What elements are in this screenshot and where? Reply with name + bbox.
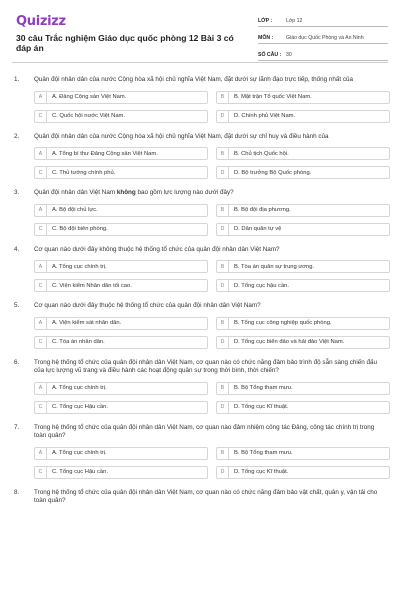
- question-text-part: Quân đội nhân dân Việt Nam: [34, 189, 117, 196]
- option-d[interactable]: [216, 466, 390, 479]
- option-letter: D: [217, 280, 229, 291]
- option-letter: B: [217, 92, 229, 103]
- meta-class-row: [258, 12, 388, 27]
- question-3: [12, 189, 388, 236]
- document-title: 30 câu Trắc nghiệm Giáo dục quốc phòng 12 Bài 3 có đáp án: [16, 33, 234, 53]
- question-text: Quân đội nhân dân của nước Cộng hòa xã hội chủ nghĩa Việt Nam, đặt dưới sự chỉ huy và điều hành của: [34, 132, 329, 140]
- option-letter: C: [35, 224, 47, 235]
- option-text: B. Bộ đội địa phương.: [234, 207, 291, 213]
- option-letter: C: [35, 111, 47, 122]
- quizizz-logo: Quizizz: [16, 14, 66, 29]
- option-text: A. Bộ đội chủ lực.: [52, 207, 98, 213]
- question-text-emphasis: không: [116, 189, 136, 196]
- option-text: B. Tòa án quân sự trung ương.: [234, 263, 315, 270]
- option-text: C. Tổng cục Hậu cần.: [52, 469, 108, 475]
- answer-options: [12, 382, 388, 414]
- question-text: Trong hệ thống tổ chức của quân đội nhân dân Việt Nam, cơ quan nào có chức năng đảm bảo vật chất, quân y, vận tải cho toàn quân?: [34, 488, 378, 504]
- header-divider: [12, 62, 388, 63]
- option-c[interactable]: [34, 336, 208, 349]
- option-b[interactable]: [216, 447, 390, 460]
- question-number: 7.: [14, 423, 20, 431]
- option-d[interactable]: [216, 223, 390, 236]
- question-text: Trong hệ thống tổ chức của quân đội nhân dân Việt Nam, cơ quan nào đảm nhiệm công tác Đảng, công tác chính trị trong toàn quân?: [34, 423, 375, 439]
- option-letter: B: [217, 383, 229, 394]
- meta-count-row: [258, 46, 388, 61]
- meta-label: MÔN :: [258, 35, 274, 41]
- option-b[interactable]: [216, 260, 390, 273]
- option-c[interactable]: [34, 279, 208, 292]
- question-number: 6.: [14, 358, 20, 366]
- meta-value: 30: [286, 52, 292, 58]
- option-letter: A: [35, 205, 47, 216]
- option-text: B. Chủ tịch Quốc hội.: [234, 150, 289, 157]
- option-text: A. Đảng Cộng sản Việt Nam.: [52, 94, 127, 100]
- option-letter: C: [35, 280, 47, 291]
- option-a[interactable]: [34, 447, 208, 460]
- meta-value: Lớp 12: [286, 18, 303, 24]
- option-text: A. Tổng cục chính trị.: [52, 385, 107, 391]
- option-letter: B: [217, 148, 229, 159]
- option-text: D. Tổng cục Kĩ thuật.: [234, 404, 289, 410]
- option-letter: D: [217, 337, 229, 348]
- option-a[interactable]: [34, 91, 208, 104]
- option-text: D. Tổng cục Kĩ thuật.: [234, 469, 289, 475]
- question-text: [34, 189, 388, 198]
- question-number: 2.: [14, 132, 20, 140]
- option-letter: C: [35, 467, 47, 478]
- option-letter: A: [35, 148, 47, 159]
- question-5: [12, 302, 388, 349]
- question-number: 4.: [14, 245, 20, 253]
- meta-label: LỚP :: [258, 18, 273, 24]
- option-text: B. Bộ Tổng tham mưu.: [234, 450, 293, 456]
- answer-options: [12, 91, 388, 123]
- answer-options: [12, 204, 388, 236]
- answer-options: [12, 317, 388, 349]
- option-text: C. Tổng cục Hậu cần.: [52, 404, 108, 410]
- question-8: [12, 489, 388, 506]
- option-letter: A: [35, 318, 47, 329]
- option-text: D. Tổng cục biển đảo và hải đảo Việt Nam.: [234, 339, 345, 345]
- answer-options: [12, 260, 388, 292]
- option-text: A. Tổng cục chính trị.: [52, 450, 107, 456]
- option-b[interactable]: [216, 382, 390, 395]
- option-d[interactable]: [216, 166, 390, 179]
- option-text: A. Viện kiểm sát nhân dân.: [52, 320, 122, 326]
- question-6: [12, 359, 388, 414]
- option-text: B. Mặt trận Tổ quốc Việt Nam.: [234, 94, 312, 100]
- option-a[interactable]: [34, 260, 208, 273]
- option-text: A. Tổng cục chính trị.: [52, 263, 107, 270]
- question-list: [12, 76, 388, 516]
- option-text: D. Bộ trưởng Bộ Quốc phòng.: [234, 169, 312, 176]
- meta-value: Giáo dục Quốc Phòng và An Ninh: [286, 35, 364, 41]
- meta-label: SỐ CÂU :: [258, 52, 282, 58]
- option-letter: A: [35, 448, 47, 459]
- option-text: B. Bộ Tổng tham mưu.: [234, 385, 293, 391]
- option-letter: B: [217, 448, 229, 459]
- question-1: [12, 76, 388, 123]
- option-d[interactable]: [216, 110, 390, 123]
- meta-subject-row: [258, 29, 388, 44]
- option-letter: C: [35, 167, 47, 178]
- option-letter: B: [217, 205, 229, 216]
- option-letter: A: [35, 261, 47, 272]
- question-4: [12, 246, 388, 293]
- question-number: 5.: [14, 302, 20, 309]
- option-letter: C: [35, 337, 47, 348]
- option-d[interactable]: [216, 279, 390, 292]
- option-text: C. Tòa án nhân dân.: [52, 339, 105, 345]
- option-b[interactable]: [216, 204, 390, 217]
- option-letter: D: [217, 224, 229, 235]
- option-a[interactable]: [34, 317, 208, 330]
- question-text-part: bao gồm lực lượng nào dưới đây?: [135, 189, 234, 196]
- option-letter: D: [217, 167, 229, 178]
- question-7: [12, 424, 388, 479]
- question-2: [12, 133, 388, 180]
- question-text: Quân đội nhân dân của nước Cộng hòa xã hội chủ nghĩa Việt Nam, đặt dưới sự lãnh đạo trực tiếp, thống nhất của: [34, 76, 354, 83]
- option-letter: B: [217, 261, 229, 272]
- answer-options: [12, 447, 388, 479]
- option-a[interactable]: [34, 382, 208, 395]
- question-number: 1.: [14, 76, 20, 83]
- option-letter: D: [217, 402, 229, 413]
- option-a[interactable]: [34, 204, 208, 217]
- option-c[interactable]: [34, 166, 208, 179]
- option-c[interactable]: [34, 110, 208, 123]
- option-c[interactable]: [34, 223, 208, 236]
- option-text: C. Quốc hội nước Việt Nam.: [52, 113, 125, 119]
- question-text: Cơ quan nào dưới đây không thuộc hệ thống tổ chức của quân đội nhân dân Việt Nam?: [34, 245, 280, 253]
- worksheet-meta: [258, 12, 388, 63]
- option-letter: A: [35, 383, 47, 394]
- option-text: C. Viện kiểm Nhân dân tối cao.: [52, 282, 132, 289]
- option-letter: C: [35, 402, 47, 413]
- option-text: A. Tổng bí thư Đảng Cộng sản Việt Nam.: [52, 150, 158, 157]
- option-b[interactable]: [216, 147, 390, 160]
- option-c[interactable]: [34, 401, 208, 414]
- option-letter: A: [35, 92, 47, 103]
- option-letter: D: [217, 111, 229, 122]
- option-a[interactable]: [34, 147, 208, 160]
- answer-options: [12, 147, 388, 179]
- option-b[interactable]: [216, 91, 390, 104]
- option-text: D. Chính phủ Việt Nam.: [234, 113, 296, 119]
- option-letter: B: [217, 318, 229, 329]
- option-text: C. Bộ đội biên phòng.: [52, 226, 108, 232]
- question-number: 8.: [14, 488, 20, 496]
- question-number: 3.: [14, 189, 20, 196]
- option-text: C. Thủ tướng chính phủ.: [52, 169, 116, 176]
- option-d[interactable]: [216, 401, 390, 414]
- option-text: D. Tổng cục hậu cần.: [234, 282, 289, 289]
- option-text: D. Dân quân tự vệ: [234, 226, 282, 232]
- option-d[interactable]: [216, 336, 390, 349]
- question-text: Cơ quan nào dưới đây thuộc hệ thống tổ chức của quân đội nhân dân Việt Nam?: [34, 302, 261, 309]
- option-c[interactable]: [34, 466, 208, 479]
- option-letter: D: [217, 467, 229, 478]
- question-text: Trong hệ thống tổ chức của quân đội nhân dân Việt Nam, cơ quan nào có chức năng đảm bảo trình độ sẵn sàng chiến đấu của lực lượng vũ trang và điều hành các hoạt động quân sự trong thời bình, thời chiến?: [34, 358, 378, 374]
- option-b[interactable]: [216, 317, 390, 330]
- option-text: B. Tổng cục công nghiệp quốc phòng.: [234, 320, 332, 326]
